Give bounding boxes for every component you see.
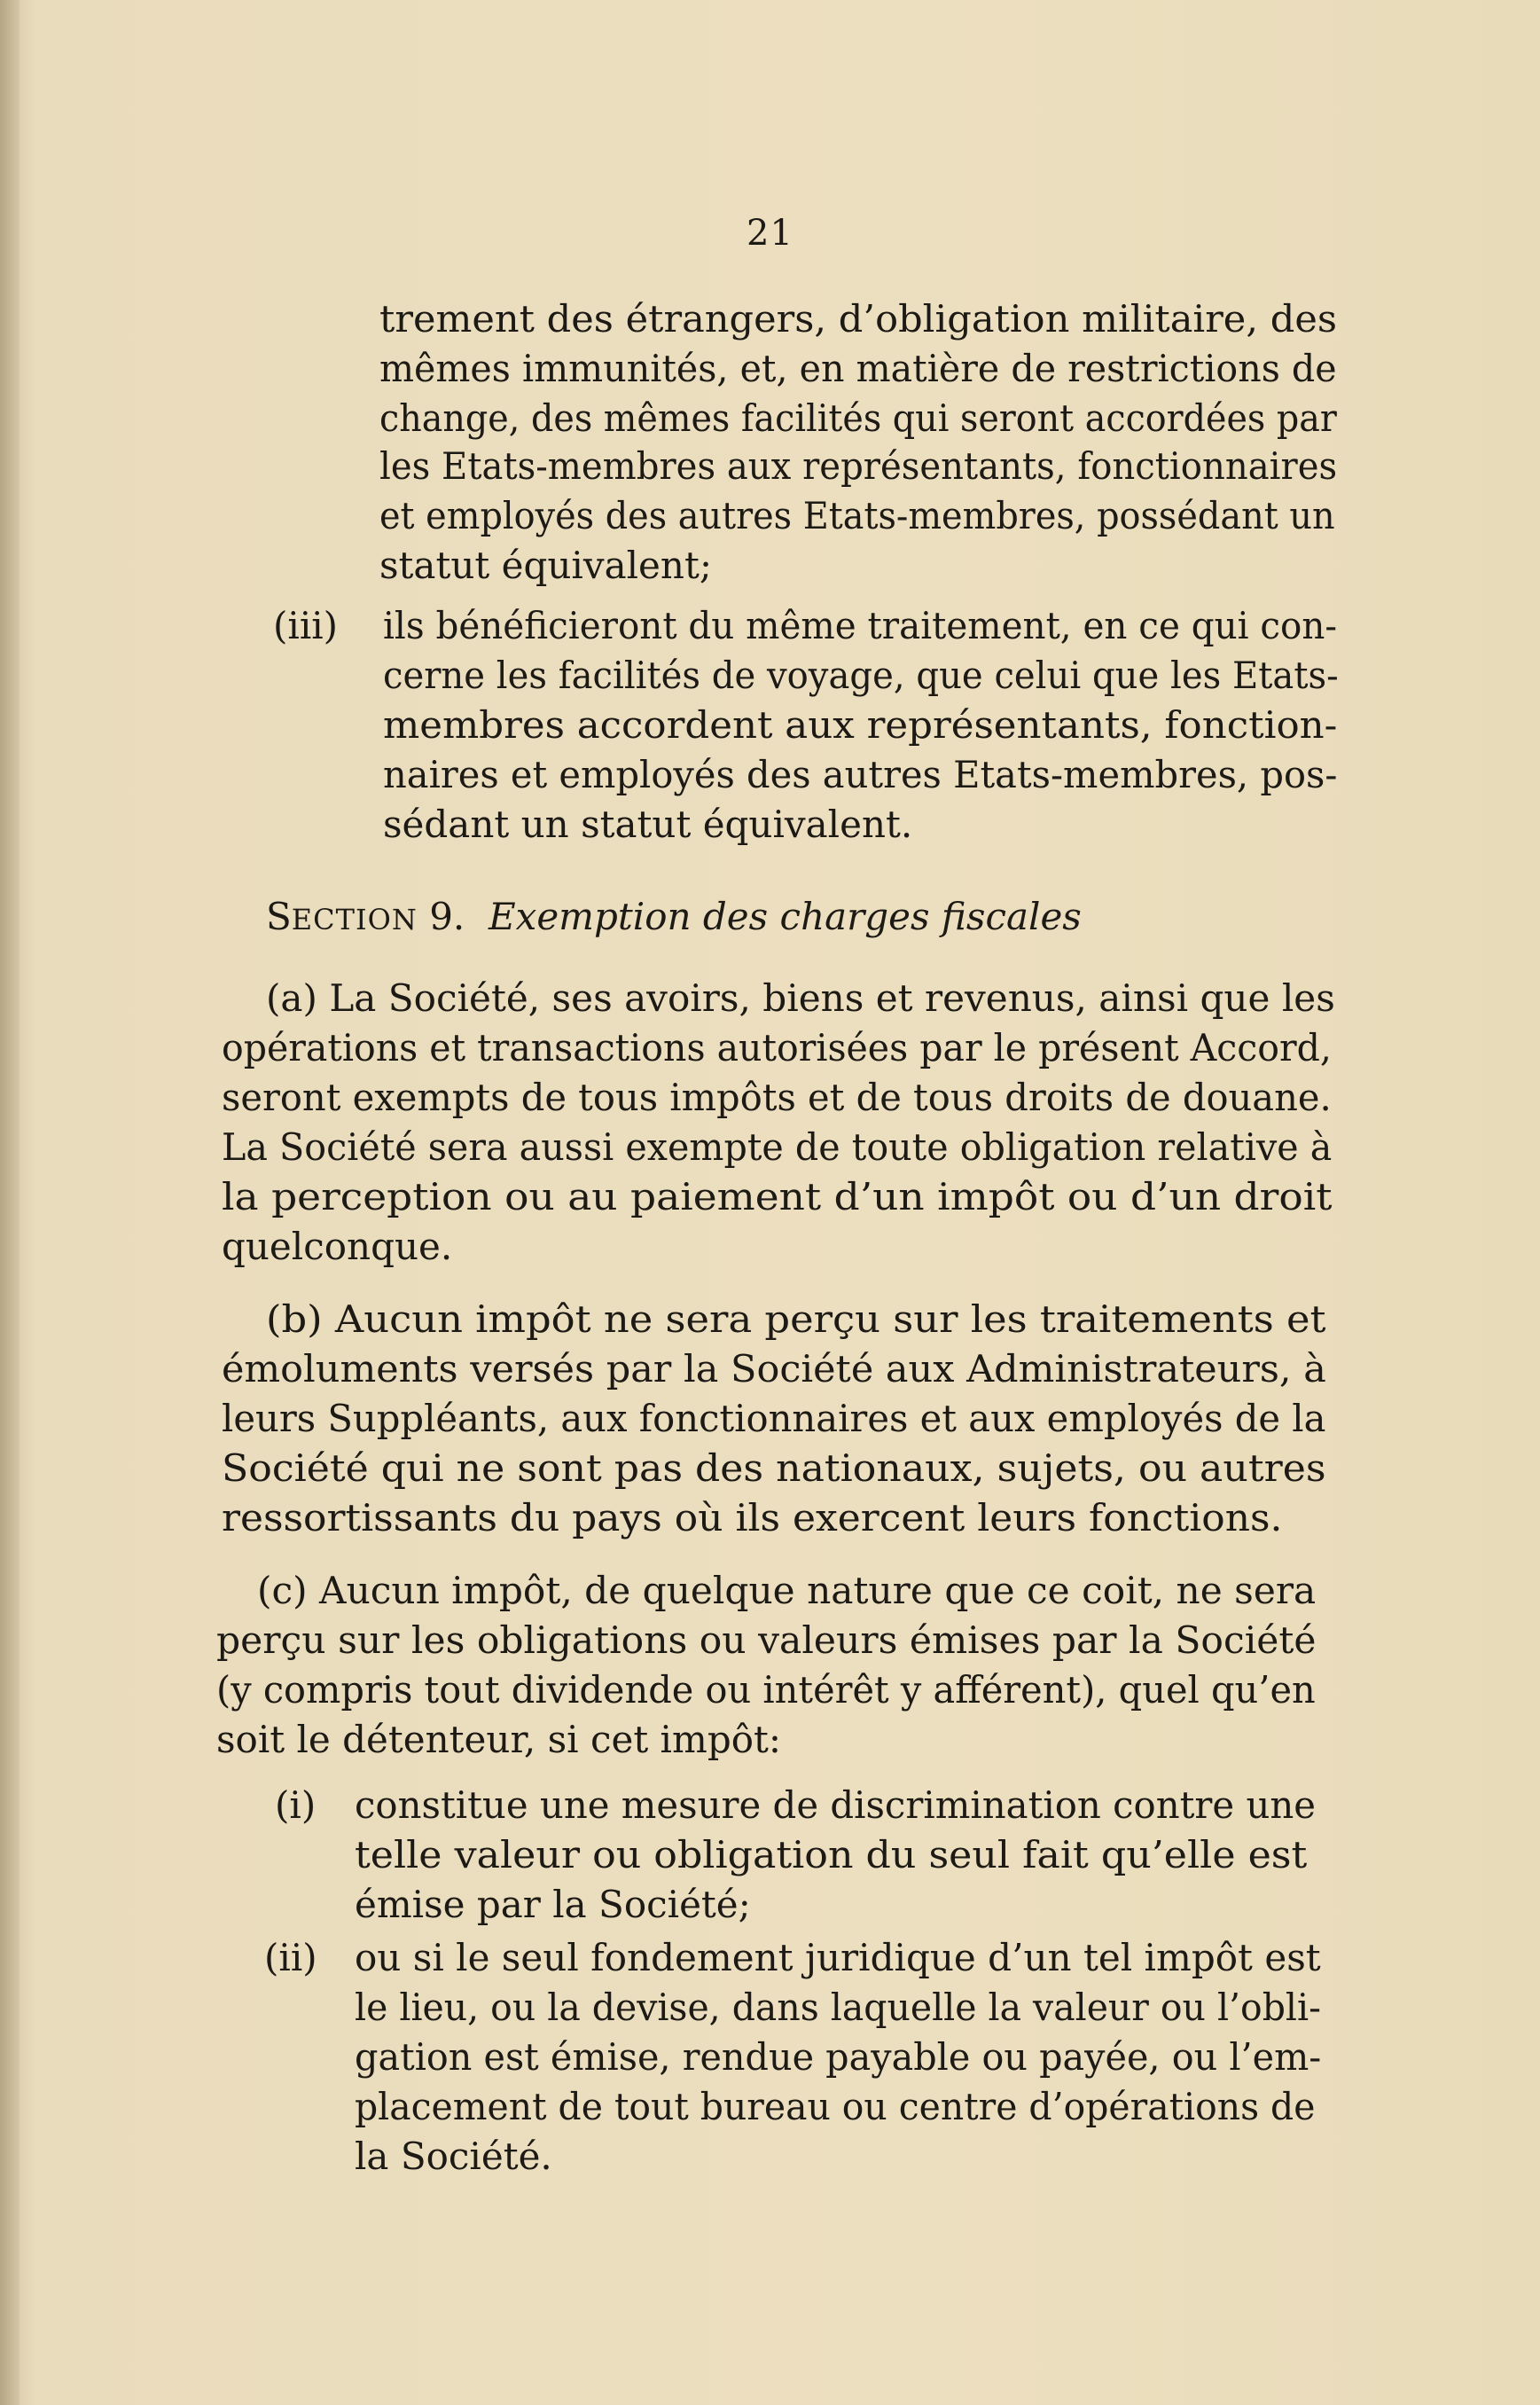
text-line: sédant un statut équivalent.: [383, 803, 913, 846]
text-line: La Société sera aussi exempte de toute obligation relative à: [222, 1125, 1333, 1169]
section-heading: [266, 894, 1082, 943]
text-line: perçu sur les obligations ou valeurs émises par la Société: [216, 1618, 1317, 1662]
text-line: la Société.: [355, 2135, 552, 2178]
section-label-rest: ECTION: [291, 903, 418, 936]
text-line: quelconque.: [222, 1225, 453, 1268]
text-line: soit le détenteur, si cet impôt:: [216, 1718, 782, 1761]
text-line: membres accordent aux représentants, fonction-: [383, 703, 1338, 747]
text-line: ou si le seul fondement juridique d’un tel impôt est: [355, 1936, 1321, 1979]
text-line: émoluments versés par la Société aux Administrateurs, à: [222, 1347, 1326, 1391]
text-line: change, des mêmes facilités qui seront accordées par: [379, 396, 1337, 440]
text-line: trement des étrangers, d’obligation militaire, des: [379, 297, 1337, 341]
section-label-initial: S: [266, 895, 292, 938]
text-line: leurs Suppléants, aux fonctionnaires et aux employés de la: [222, 1397, 1326, 1440]
item-label: (i): [275, 1783, 317, 1827]
item-label: (iii): [273, 604, 339, 647]
section-number: 9.: [429, 895, 465, 938]
text-line: (y compris tout dividende ou intérêt y afférent), quel qu’en: [216, 1668, 1316, 1712]
section-title: Exemption des charges fiscales: [488, 895, 1082, 938]
text-line: Société qui ne sont pas des nationaux, sujets, ou autres: [222, 1446, 1326, 1490]
text-line: ressortissants du pays où ils exercent leurs fonctions.: [222, 1496, 1283, 1539]
text-line: placement de tout bureau ou centre d’opérations de: [355, 2085, 1316, 2128]
text-line: et employés des autres Etats-membres, possédant un: [379, 494, 1335, 537]
text-line: naires et employés des autres Etats-membres, pos-: [383, 753, 1338, 796]
text-line: telle valeur ou obligation du seul fait qu’elle est: [355, 1833, 1308, 1876]
text-line: (a) La Société, ses avoirs, biens et revenus, ainsi que les: [266, 976, 1335, 1020]
text-line: (b) Aucun impôt ne sera perçu sur les traitements et: [266, 1297, 1326, 1341]
page-binding-edge: [0, 0, 20, 2405]
text-line: seront exempts de tous impôts et de tous droits de douane.: [222, 1076, 1332, 1119]
text-line: gation est émise, rendue payable ou payée, ou l’em-: [355, 2035, 1322, 2079]
text-line: mêmes immunités, et, en matière de restrictions de: [379, 347, 1337, 390]
text-line: émise par la Société;: [355, 1883, 751, 1926]
text-line: statut équivalent;: [379, 544, 712, 587]
item-label: (ii): [264, 1936, 317, 1979]
text-line: (c) Aucun impôt, de quelque nature que ce coit, ne sera: [257, 1569, 1317, 1612]
text-line: le lieu, ou la devise, dans laquelle la valeur ou l’obli-: [355, 1986, 1321, 2029]
text-line: cerne les facilités de voyage, que celui que les Etats-: [383, 654, 1339, 697]
text-line: ils bénéficieront du même traitement, en ce qui con-: [383, 604, 1338, 647]
text-line: les Etats-membres aux représentants, fonctionnaires: [379, 444, 1338, 488]
text-line: la perception ou au paiement d’un impôt ou d’un droit: [222, 1175, 1333, 1218]
page-number: 21: [747, 213, 793, 254]
text-line: constitue une mesure de discrimination contre une: [355, 1783, 1317, 1827]
text-line: opérations et transactions autorisées par le présent Accord,: [222, 1026, 1332, 1069]
